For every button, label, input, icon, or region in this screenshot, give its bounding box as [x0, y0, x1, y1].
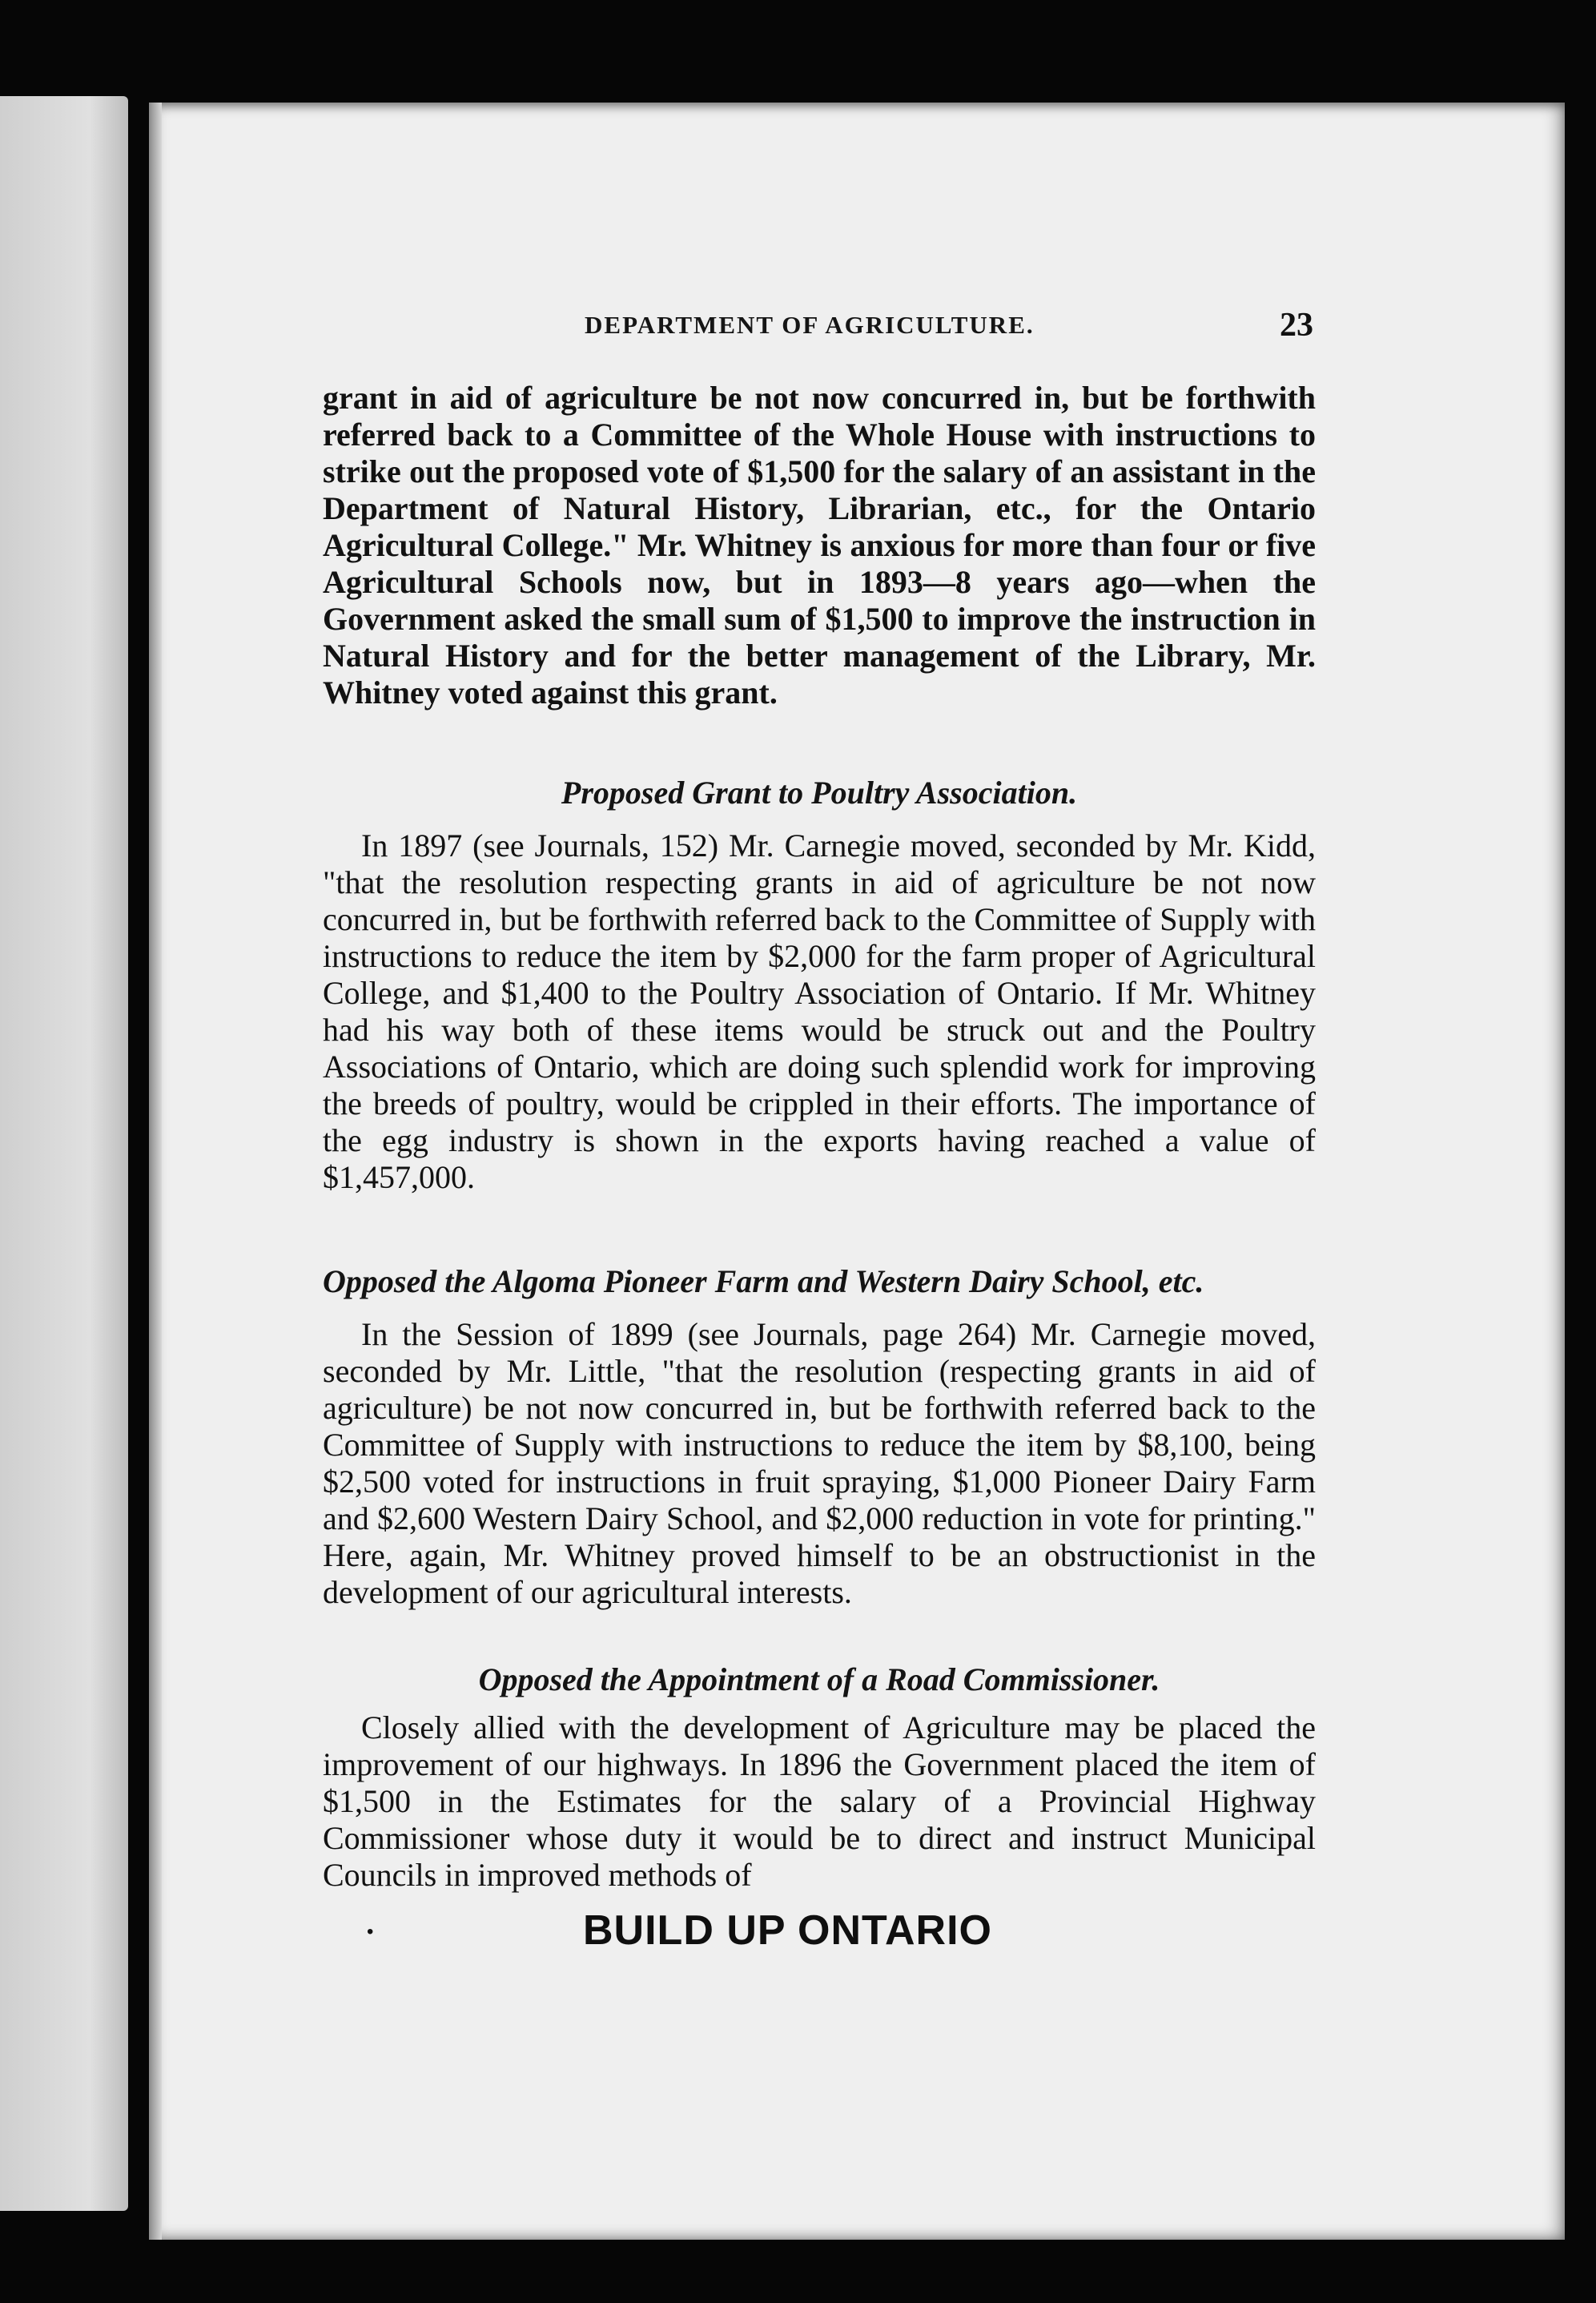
- footer-bullet: •: [367, 1921, 374, 1943]
- facing-page-edge: [0, 96, 128, 2211]
- section-heading-poultry: Proposed Grant to Poultry Association.: [561, 775, 1078, 811]
- page-gutter-shadow: [149, 103, 162, 2240]
- paragraph-highways: Closely allied with the development of Agriculture may be placed the improvement of our highways. In 1896 the Government placed the item of $1,500 in the Estimates for the salary of a Provincial Highway Commissioner whose duty it would be to direct and instruct Municipal Councils in improved methods of: [323, 1709, 1316, 1893]
- section-heading-road-commissioner: Opposed the Appointment of a Road Commissioner.: [478, 1661, 1160, 1697]
- section-heading-algoma: Opposed the Algoma Pioneer Farm and Western Dairy School, etc.: [323, 1263, 1204, 1299]
- running-head: DEPARTMENT OF AGRICULTURE.: [585, 311, 1035, 339]
- paragraph-intro: grant in aid of agriculture be not now concurred in, but be forthwith referred back to a Committee of the Whole House with instructions to strike out the proposed vote of $1,500 for the salary of an assistant in the Department of Natural History, Librarian, etc., for the Ontario Agricultural College." Mr. Whitney is anxious for more than four or five Agricultural Schools now, but in 1893—8 years ago—when the Government asked the small sum of $1,500 to improve the instruction in Natural History and for the better management of the Library, Mr. Whitney voted against this grant.: [323, 380, 1316, 711]
- page-number: 23: [1280, 307, 1313, 344]
- paragraph-poultry: In 1897 (see Journals, 152) Mr. Carnegie moved, seconded by Mr. Kidd, "that the resolution respecting grants in aid of agriculture be not now concurred in, but be forthwith referred back to the Committee of Supply with instructions to reduce the item by $2,000 for the farm proper of Agricultural College, and $1,400 to the Poultry Association of Ontario. If Mr. Whitney had his way both of these items would be struck out and the Poultry Associations of Ontario, which are doing such splendid work for improving the breeds of poultry, would be crippled in their efforts. The importance of the egg industry is shown in the exports having reached a value of $1,457,000.: [323, 827, 1316, 1195]
- paragraph-algoma: In the Session of 1899 (see Journals, page 264) Mr. Carnegie moved, seconded by Mr. Little, "that the resolution (respecting grants in aid of agriculture) be not now concurred in, but be forthwith referred back to the Committee of Supply with instructions to reduce the item by $8,100, being $2,500 voted for instructions in fruit spraying, $1,000 Pioneer Dairy Farm and $2,600 Western Dairy School, and $2,000 reduction in vote for printing." Here, again, Mr. Whitney proved himself to be an obstructionist in the development of our agricultural interests.: [323, 1316, 1316, 1610]
- footer-slogan: BUILD UP ONTARIO: [583, 1907, 992, 1954]
